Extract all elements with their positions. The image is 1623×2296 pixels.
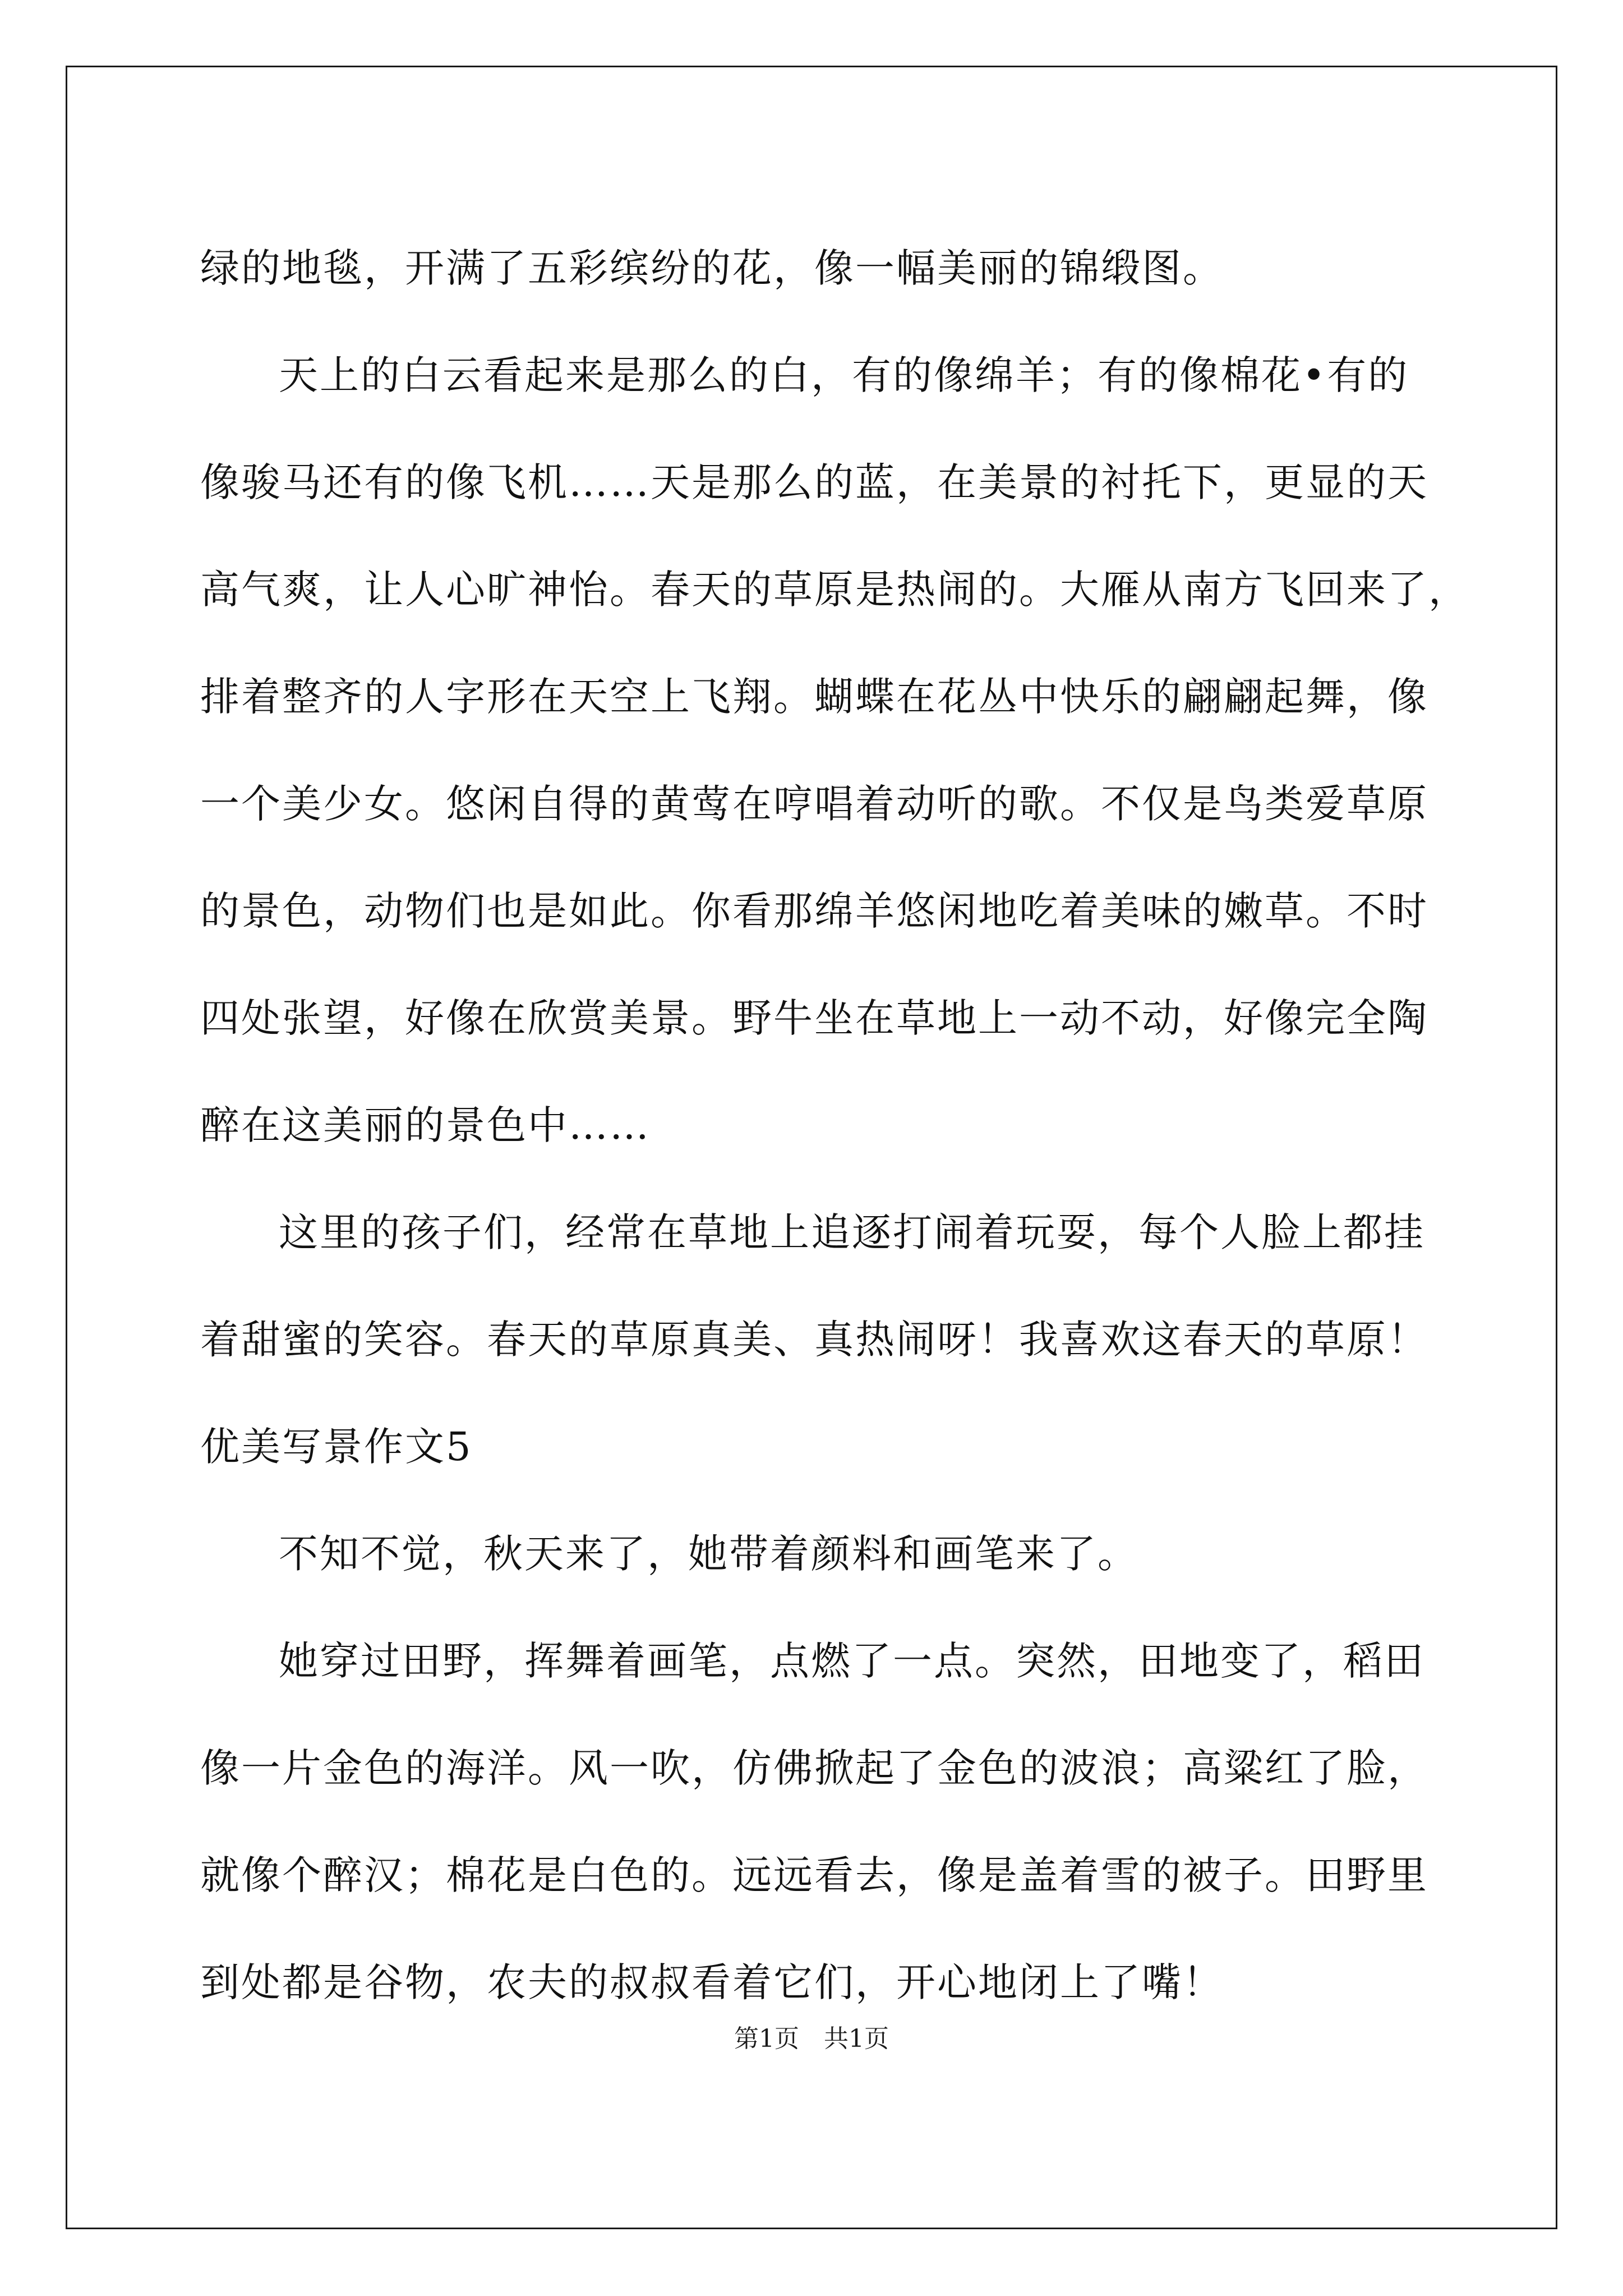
text-line: 到处都是谷物，农夫的叔叔看着它们，开心地闭上了嘴！ [200, 1959, 1224, 2005]
text-line: 像骏马还有的像飞机……天是那么的蓝，在美景的衬托下，更显的天 [200, 459, 1428, 505]
page-number-footer: 第1页 共1页 [734, 2024, 889, 2053]
section-heading: 优美写景作文5 [200, 1424, 473, 1470]
paragraph-start-line: 不知不觉，秋天来了，她带着颜料和画笔来了。 [279, 1531, 1138, 1577]
text-line: 一个美少女。悠闲自得的黄莺在哼唱着动听的歌。不仅是鸟类爱草原 [200, 781, 1428, 827]
text-line: 高气爽，让人心旷神怡。春天的草原是热闹的。大雁从南方飞回来了， [200, 567, 1469, 613]
paragraph-start-line: 这里的孩子们，经常在草地上追逐打闹着玩耍，每个人脸上都挂 [279, 1209, 1425, 1255]
text-line: 排着整齐的人字形在天空上飞翔。蝴蝶在花丛中快乐的翩翩起舞，像 [200, 674, 1428, 720]
text-line: 绿的地毯，开满了五彩缤纷的花，像一幅美丽的锦缎图。 [200, 245, 1224, 291]
text-line: 的景色，动物们也是如此。你看那绵羊悠闲地吃着美味的嫩草。不时 [200, 888, 1428, 934]
text-line: 就像个醉汉；棉花是白色的。远远看去，像是盖着雪的被子。田野里 [200, 1852, 1428, 1898]
text-line: 四处张望，好像在欣赏美景。野牛坐在草地上一动不动，好像完全陶 [200, 995, 1428, 1041]
text-line: 着甜蜜的笑容。春天的草原真美、真热闹呀！我喜欢这春天的草原！ [200, 1317, 1428, 1363]
paragraph-start-line: 天上的白云看起来是那么的白，有的像绵羊；有的像棉花•有的 [279, 352, 1409, 398]
paragraph-start-line: 她穿过田野，挥舞着画笔，点燃了一点。突然，田地变了，稻田 [279, 1638, 1425, 1684]
text-line: 醉在这美丽的景色中…… [200, 1102, 651, 1148]
text-line: 像一片金色的海洋。风一吹，仿佛掀起了金色的波浪；高粱红了脸， [200, 1745, 1428, 1791]
